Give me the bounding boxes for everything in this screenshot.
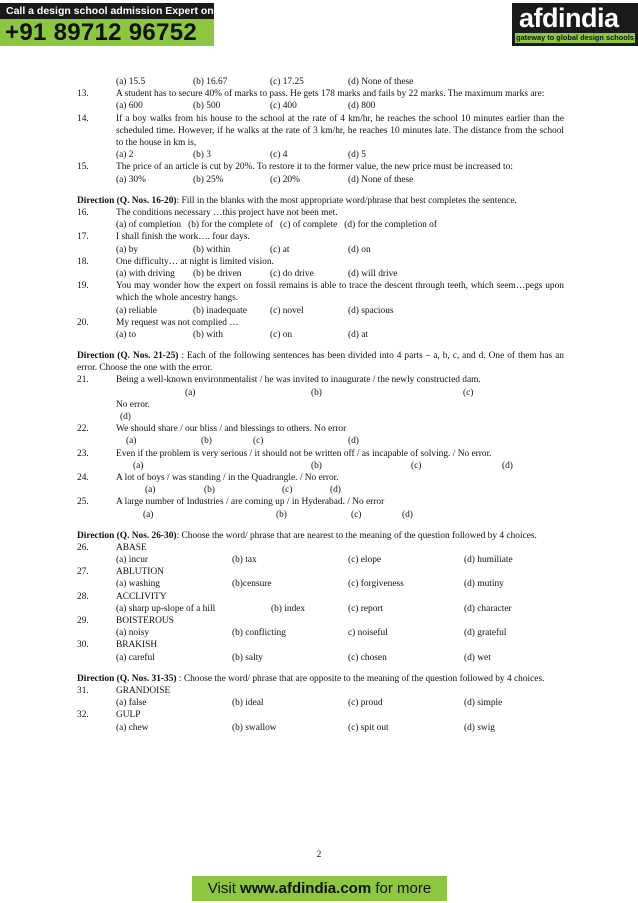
option: (a) washing	[116, 579, 160, 590]
part-mark: (b)	[311, 460, 322, 471]
direction-16-20	[77, 195, 564, 207]
option: (c) proud	[348, 698, 383, 709]
option: (b) inadequate	[193, 305, 247, 316]
part-mark: (a)	[143, 509, 154, 520]
part-mark: (c)	[351, 509, 362, 520]
question-text: My request was not complied …	[116, 317, 239, 328]
option: (a) reliable	[116, 305, 157, 316]
part-mark: (c)	[282, 485, 293, 496]
option: (b) index	[271, 603, 306, 614]
question-23	[77, 448, 564, 460]
option: (c) do drive	[270, 268, 314, 279]
question-number: 18.	[77, 256, 89, 267]
question-text: We should share / our bliss / and blessings to others. No error	[116, 424, 347, 435]
question-number: 15.	[77, 162, 89, 173]
question-number: 26.	[77, 542, 89, 553]
footer-banner[interactable]	[192, 876, 447, 901]
option: (c) on	[270, 329, 293, 340]
option: (c) forgiveness	[348, 579, 404, 590]
direction-31-35	[77, 673, 564, 685]
question-24	[77, 472, 564, 484]
question-15	[77, 161, 564, 173]
direction-text: : Choose the word/ phrase that are nearest to the meaning of the question followed by 4 choices.	[176, 530, 537, 541]
brand-logo-block[interactable]	[512, 3, 638, 46]
question-number: 16.	[77, 207, 89, 218]
question-number: 24.	[77, 472, 89, 483]
option: (b) tax	[232, 555, 257, 566]
direction-label: Direction (Q. Nos. 21-25)	[77, 351, 179, 362]
q12-options	[77, 76, 564, 88]
part-mark: (c)	[253, 436, 264, 447]
question-word: BRAKISH	[116, 640, 158, 651]
question-text: A student has to secure 40% of marks to pass. He gets 178 marks and fails by 22 marks. The maximum marks are:	[116, 89, 545, 100]
question-number: 31.	[77, 686, 89, 696]
option: (b) conflicting	[232, 628, 286, 639]
question-26	[77, 542, 564, 554]
question-28	[77, 591, 564, 603]
q24-part-marks	[77, 484, 564, 496]
question-25	[77, 496, 564, 508]
footer-url-link[interactable]: www.afdindia.com	[240, 880, 372, 897]
option: (b) with	[193, 329, 223, 340]
option: (a) by	[116, 244, 139, 255]
part-mark: (a)	[185, 387, 196, 398]
question-16	[77, 207, 564, 219]
q15-options	[77, 174, 564, 186]
question-number: 13.	[77, 89, 89, 100]
question-number: 22.	[77, 424, 89, 435]
direction-text: : Choose the word/ phrase that are opposite to the meaning of the question followed by 4 choices.	[176, 673, 545, 684]
part-mark: (c)	[463, 387, 474, 398]
q17-options	[77, 244, 564, 256]
part-mark: (a)	[145, 485, 156, 496]
option: (a) incur	[116, 555, 149, 566]
question-paper-content	[77, 76, 564, 734]
option: (d) swig	[464, 722, 495, 733]
q13-options	[77, 100, 564, 112]
question-21	[77, 374, 564, 386]
question-17	[77, 231, 564, 243]
option: (d) character	[464, 603, 512, 614]
option: (a) careful	[116, 652, 155, 663]
part-mark: (b)	[311, 387, 322, 398]
part-mark: (d)	[330, 485, 341, 496]
option: (a) noisy	[116, 628, 150, 639]
option: (a) with driving	[116, 268, 175, 279]
q31-options	[77, 697, 564, 709]
q14-options	[77, 149, 564, 161]
option: (b) ideal	[232, 698, 264, 709]
part-mark: (d)	[402, 509, 413, 520]
question-20	[77, 317, 564, 329]
option: (a) false	[116, 698, 147, 709]
part-mark: (d)	[120, 412, 131, 423]
question-text: You may wonder how the expert on fossil remains is able to trace the descent through teeth, which seem…pegs upon which the whole ancestry hangs.	[116, 281, 564, 304]
option: (a) 600	[116, 101, 143, 112]
question-number: 32.	[77, 710, 89, 721]
part-mark: (b)	[201, 436, 212, 447]
question-number: 20.	[77, 317, 89, 328]
q32-options	[77, 722, 564, 734]
option: (d) spacious	[348, 305, 394, 316]
option: (d) None of these	[348, 77, 414, 87]
option: (c) spit out	[348, 722, 389, 733]
question-number: 28.	[77, 591, 89, 602]
q23-part-marks	[77, 460, 564, 472]
option: (d) None of these	[348, 174, 414, 185]
option: (b) 500	[193, 101, 221, 112]
question-number: 14.	[77, 113, 89, 124]
question-text: Being a well-known environmentalist / he was invited to inaugurate / the newly constructed dam.	[116, 375, 481, 386]
option: (d) grateful	[464, 628, 507, 639]
question-22	[77, 423, 564, 435]
q30-options	[77, 652, 564, 664]
question-word: GULP	[116, 710, 141, 721]
option: (b)censure	[232, 579, 272, 590]
option: (b) 16.67	[193, 77, 228, 87]
question-number: 29.	[77, 616, 89, 627]
question-13	[77, 88, 564, 100]
question-word: ABASE	[116, 542, 147, 553]
question-14	[77, 113, 564, 150]
question-text: Even if the problem is very serious / it should not be written off / as incapable of solving. / No error.	[116, 448, 492, 459]
option: (d) wet	[464, 652, 491, 663]
direction-21-25	[77, 350, 564, 374]
q18-options	[77, 268, 564, 280]
option: (c) 400	[270, 101, 297, 112]
q25-part-marks	[77, 509, 564, 521]
footer-prefix: Visit	[207, 880, 241, 897]
option: (d) 800	[348, 101, 376, 112]
question-31	[77, 685, 564, 697]
question-number: 21.	[77, 375, 89, 386]
q27-options	[77, 578, 564, 590]
direction-label: Direction (Q. Nos. 31-35)	[77, 673, 177, 684]
option-line: (a) of completion (b) for the complete of (c) of complete (d) for the completion of	[116, 220, 437, 231]
direction-text: : Fill in the blanks with the most appropriate word/phrase that best completes the sentence.	[176, 195, 517, 206]
option: (a) chew	[116, 722, 149, 733]
part-mark: (b)	[204, 485, 215, 496]
part-mark: (d)	[348, 436, 359, 447]
option: (b) be driven	[193, 268, 242, 279]
question-number: 19.	[77, 281, 89, 292]
question-number: 23.	[77, 448, 89, 459]
option: c) noiseful	[348, 628, 388, 639]
question-18	[77, 256, 564, 268]
option: (c) 4	[270, 150, 288, 161]
question-word: BOISTEROUS	[116, 616, 174, 627]
page-number: 2	[316, 850, 322, 860]
question-word: ACCLIVITY	[116, 591, 167, 602]
question-32	[77, 709, 564, 721]
option: (a) 2	[116, 150, 134, 161]
q20-options	[77, 329, 564, 341]
option: (c) novel	[270, 305, 304, 316]
question-text: A large number of Industries / are coming up / in Hyderabad. / No error	[116, 497, 385, 508]
no-error-text: No error.	[116, 399, 150, 410]
question-text: One difficulty… at night is limited vision.	[116, 256, 274, 267]
question-27	[77, 566, 564, 578]
q21-no-error-mark	[77, 411, 564, 423]
q22-part-marks	[77, 435, 564, 447]
option: (a) to	[116, 329, 137, 340]
afdindia-logo: afdindia	[519, 3, 619, 33]
option: (b) 25%	[193, 174, 224, 185]
footer-suffix: for more	[371, 880, 432, 897]
option: (a) 15.5	[116, 77, 146, 87]
question-number: 30.	[77, 640, 89, 651]
part-mark: (b)	[276, 509, 287, 520]
option: (c) 20%	[270, 174, 300, 185]
q19-options	[77, 305, 564, 317]
q26-options	[77, 554, 564, 566]
q29-options	[77, 627, 564, 639]
question-word: GRANDOISE	[116, 686, 171, 696]
question-text: A lot of boys / was standing / in the Quadrangle. / No error.	[116, 472, 339, 483]
option: (a) 30%	[116, 174, 146, 185]
option: (d) mutiny	[464, 579, 504, 590]
option: (c) report	[348, 603, 384, 614]
phone-number[interactable]: +91 89712 96752	[0, 19, 214, 46]
option: (d) 5	[348, 150, 366, 161]
q21-part-marks	[77, 387, 564, 399]
question-text: I shall finish the work…. four days.	[116, 232, 250, 243]
q16-options	[77, 219, 564, 231]
question-29	[77, 615, 564, 627]
option: (b) swallow	[232, 722, 277, 733]
option: (c) chosen	[348, 652, 387, 663]
brand-tagline: gateway to global design schools	[516, 33, 634, 42]
direction-label: Direction (Q. Nos. 16-20)	[77, 195, 177, 206]
question-word: ABLUTION	[116, 567, 164, 578]
question-text: The conditions necessary …this project have not been met.	[116, 207, 338, 218]
question-number: 25.	[77, 497, 89, 508]
part-mark: (d)	[502, 460, 513, 471]
q21-no-error	[77, 399, 564, 411]
option: (a) sharp up-slope of a hill	[116, 603, 216, 614]
direction-26-30	[77, 530, 564, 542]
option: (b) within	[193, 244, 231, 255]
option: (b) 3	[193, 150, 211, 161]
option: (d) will drive	[348, 268, 398, 279]
question-number: 17.	[77, 232, 89, 243]
option: (c) 17.25	[270, 77, 304, 87]
question-text: The price of an article is cut by 20%. To restore it to the former value, the new price must be increased to:	[116, 162, 513, 173]
part-mark: (c)	[411, 460, 422, 471]
option: (d) simple	[464, 698, 503, 709]
question-19	[77, 280, 564, 304]
question-number: 27.	[77, 567, 89, 578]
call-expert-banner: Call a design school admission Expert on	[0, 3, 214, 19]
option: (b) salty	[232, 652, 263, 663]
option: (c) at	[270, 244, 290, 255]
part-mark: (a)	[133, 460, 144, 471]
direction-text: : Each of the following sentences has been divided into 4 parts – a, b, c, and d. One of them has an error. Choose the one with the error.	[77, 351, 564, 374]
question-30	[77, 639, 564, 651]
option: (d) at	[348, 329, 369, 340]
part-mark: (a)	[126, 436, 137, 447]
option: (d) on	[348, 244, 371, 255]
option: (c) elope	[348, 555, 382, 566]
direction-label: Direction (Q. Nos. 26-30)	[77, 530, 177, 541]
option: (d) humiliate	[464, 555, 513, 566]
q28-options	[77, 603, 564, 615]
question-text: If a boy walks from his house to the school at the rate of 4 km/hr, he reaches the school 10 minutes earlier than the scheduled time. However, if he walks at the rate of 3 km/hr, he reaches 10 minutes late. The distance from the school to the house in km is,	[116, 113, 564, 148]
